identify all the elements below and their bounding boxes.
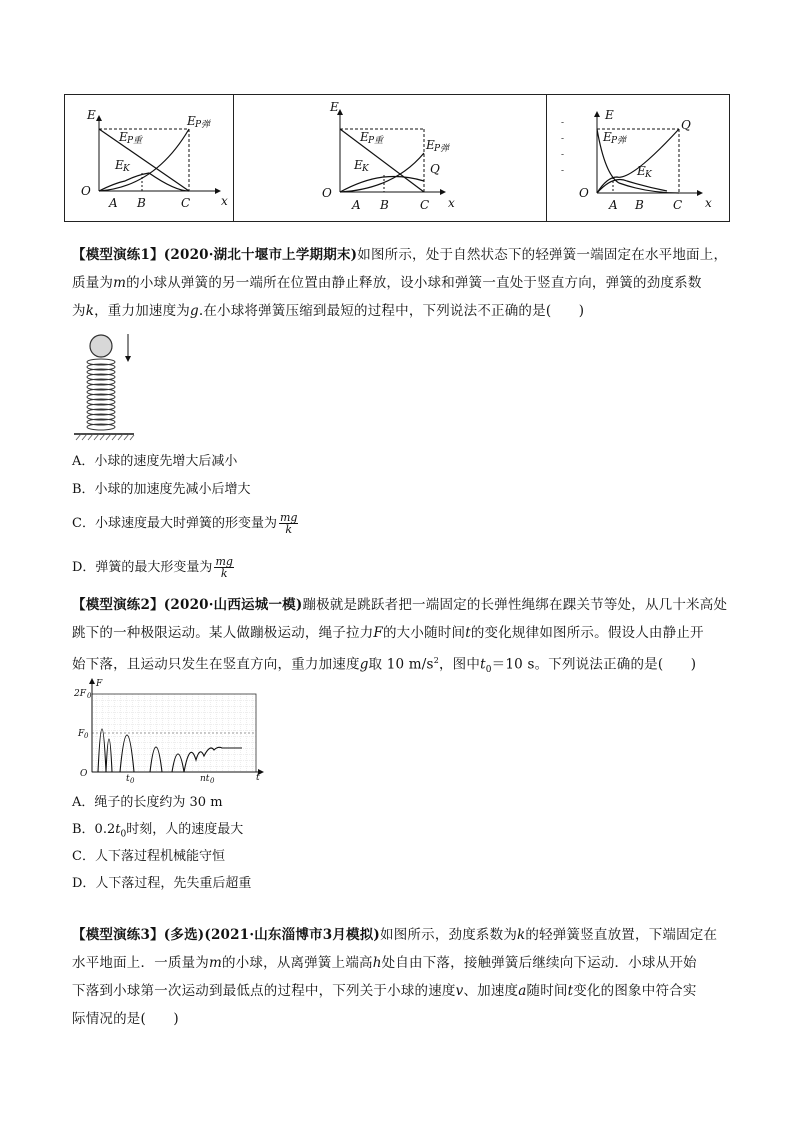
var-F: F [373,625,383,641]
spring-coil [87,359,115,430]
origin-label: O [81,184,91,198]
q2-option-b-text: B．0.2 [72,822,116,837]
y-mid-sub: 0 [84,732,89,740]
origin-label: O [80,769,88,779]
q1-option-d[interactable] [72,556,234,579]
y-top-label: 2F [74,689,86,699]
nt0-sub: 0 [210,777,215,785]
q2-text: 取 10 m/s [368,656,434,673]
q2-text: 始下落，且运动只发生在竖直方向，重力加速度 [72,656,360,673]
q3-text: 的小球，从离弹簧上端高 [222,955,373,971]
q1-option-c-text: C．小球速度最大时弹簧的形变量为 [72,516,277,531]
tick-c: C [420,198,430,212]
q2-tag: 【模型演练2】 [72,597,164,613]
q-label: Q [430,162,440,176]
ek-label: E [354,158,363,172]
e-axis-label: E [87,108,96,122]
frac-den: k [285,523,293,536]
ek-label: E [115,158,124,172]
e-axis-label: E [605,108,614,122]
ep-gravity-sub: P重 [368,136,384,146]
q3-text: 如图所示，劲度系数为 [380,927,518,943]
q2-option-b[interactable] [72,820,243,845]
q3-text: 的轻弹簧竖直放置，下端固定在 [525,927,718,943]
ek-sub: K [645,170,652,180]
q1-option-a[interactable]: A．小球的速度先增大后减小 [72,454,238,469]
q3-text: 随时间 [526,983,568,999]
q1-option-d-text: D．弹簧的最大形变量为 [72,560,213,575]
q-label: Q [681,118,691,132]
y-top-sub: 0 [87,692,92,700]
ep-spring-label: E [603,130,612,144]
origin-label: O [322,186,332,200]
tick-b: B [137,196,146,210]
q2-text: 的大小随时间 [382,625,466,641]
fraction-mg-k [214,556,233,579]
e-axis-label: E [330,100,339,114]
ep-gravity-label: E [360,130,369,144]
var-a: a [518,983,527,999]
ep-gravity-line [99,129,189,191]
q3-text: 水平地面上．一质量为 [72,955,209,971]
q1-text: .在小球将弹簧压缩到最短的过程中，下列说法不正确的是( ) [198,303,585,319]
tick-b: B [635,198,644,212]
q1-option-b[interactable]: B．小球的加速度先减小后增大 [72,482,251,497]
nt0-label: nt [200,774,210,784]
energy-graph-1 [65,95,233,223]
origin-label: O [579,186,589,200]
q2-text: ＝10 s。下列说法正确的是( ) [491,656,697,673]
energy-figure-table [64,94,730,222]
q1-text-line1: 如图所示，处于自然状态下的轻弹簧一端固定在水平地面上， [357,247,728,263]
q1-text: 为 [72,303,86,319]
ep-spring-label: E [426,138,435,152]
frac-den: k [220,567,228,580]
q2-option-a[interactable]: A．绳子的长度约为 30 m [72,795,223,810]
ep-gravity-sub: P重 [127,136,143,146]
q1-text: 的小球从弹簧的另一端所在位置由静止释放，设小球和弹簧一直处于竖直方向，弹簧的劲度系数 [126,275,702,291]
q1-option-c[interactable] [72,512,298,535]
ep-spring-sub: P弹 [434,144,450,154]
dash-mark: - [561,134,565,144]
t0-sub: 0 [130,777,135,785]
q2-text: ，图中 [438,656,481,673]
energy-graph-2 [234,95,546,223]
q3-text: 、加速度 [463,983,519,999]
var-t: t [567,983,574,999]
ep-gravity-label: E [119,130,128,144]
q2-option-b-text: 时刻，人的速度最大 [126,822,244,837]
q3-text: 处自由下落，接触弹簧后继续向下运动．小球从开始 [381,955,697,971]
var-t: t [115,822,121,837]
tick-a: A [352,198,361,212]
frac-num: mg [215,555,233,568]
tick-a: A [109,196,118,210]
q2-option-d[interactable]: D．人下落过程，先失重后超重 [72,876,252,891]
q2-source: (2020·山西运城一模) [163,597,303,613]
q2-text: 的变化规律如图所示。假设人由静止开 [470,625,704,641]
q2-text: 蹦极就是跳跃者把一端固定的长弹性绳绑在踝关节等处，从几十米高处 [302,597,728,613]
tick-b: B [380,198,389,212]
f-axis-label: F [96,679,103,689]
q2-option-c[interactable]: C．人下落过程机械能守恒 [72,849,225,864]
var-t0: t [480,656,486,673]
question-1 [72,241,732,325]
q3-text: 际情况的是( ) [72,1011,179,1027]
var-h: h [372,955,382,971]
dash-mark: - [561,118,565,128]
subscript: 0 [120,829,127,840]
q3-source: (多选)(2021·山东淄博市3月模拟) [163,927,381,943]
q2-text: 跳下的一种极限运动。某人做蹦极运动，绳子拉力 [72,625,374,641]
tick-c: C [181,196,191,210]
x-axis-label: x [221,194,228,208]
q3-tag: 【模型演练3】 [72,927,164,943]
ball [90,335,112,357]
var-v: v [455,983,464,999]
question-2 [72,591,732,684]
subscript: 0 [485,665,492,676]
var-k: k [85,303,95,319]
ep-spring-label: E [187,114,196,128]
frac-num: mg [279,511,298,524]
ep-spring-sub: P弹 [195,120,211,130]
ek-curve [340,177,424,193]
q1-text: 质量为 [72,275,114,291]
ek-label: E [637,164,646,178]
var-g: g [359,656,369,673]
ek-sub: K [123,164,130,174]
tick-c: C [673,198,683,212]
t-axis-label: t [256,773,260,783]
x-axis-label: x [705,196,712,210]
dash-mark: - [561,150,565,160]
q1-text: ，重力加速度为 [94,303,190,319]
var-m: m [113,275,127,291]
var-m: m [209,955,223,971]
force-time-graph [72,676,272,786]
t0-label: t [126,774,130,784]
fraction-mg-k [279,512,298,535]
q1-tag: 【模型演练1】 [72,247,164,263]
var-k: k [517,927,526,943]
spring-ball-figure [72,330,142,442]
ek-curve [597,180,667,194]
var-g: g [190,303,199,319]
question-3 [72,921,732,1033]
y-mid-label: F [78,729,85,739]
q3-text: 变化的图象中符合实 [573,983,697,999]
q1-source: (2020·湖北十堰市上学期期末) [163,247,358,263]
tick-a: A [609,198,618,212]
ek-sub: K [362,164,369,174]
dash-mark: - [561,166,565,176]
var-t: t [465,625,471,641]
ep-spring-sub: P弹 [611,136,627,146]
x-axis-label: x [448,196,455,210]
energy-graph-3 [547,95,731,223]
q3-text: 下落到小球第一次运动到最低点的过程中，下列关于小球的速度 [72,983,456,999]
superscript: 2 [433,656,439,665]
